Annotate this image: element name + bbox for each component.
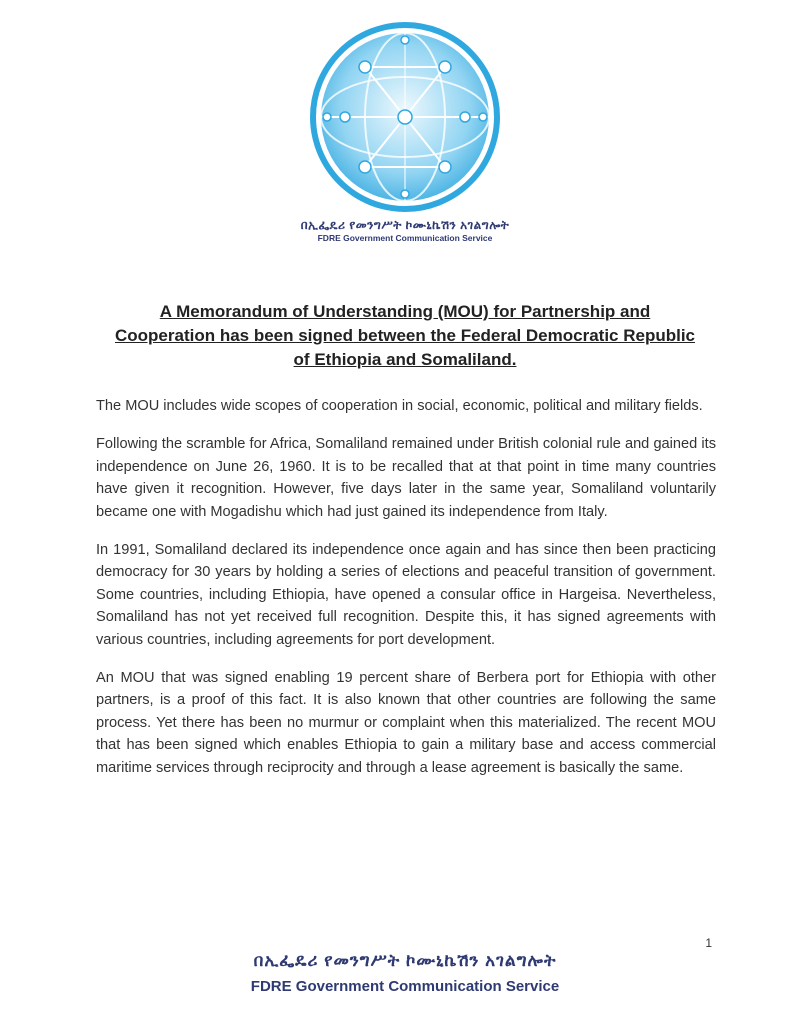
paragraph-2: Following the scramble for Africa, Somaliland remained under British colonial rule and gained its independence on June 26, 1960. It is to be recalled that at that point in time many countries have given it recognition. However, five days later in the same year, Somaliland voluntarily became one with Mogadishu which had just gained its independence from Italy. (96, 436, 716, 520)
fdre-gcs-logo-icon (285, 12, 525, 217)
document-title: A Memorandum of Understanding (MOU) for Partnership and Cooperation has been signed between the Federal Democratic Republic of Ethiopia and Somaliland. (114, 302, 696, 369)
logo-amharic-name: በኢፌዴሪ የመንግሥት ኮሙኒኬሽን አገልግሎት (300, 218, 510, 232)
logo-english-name: FDRE Government Communication Service (317, 233, 493, 243)
paragraph-1: The MOU includes wide scopes of cooperation in social, economic, political and military fields. (96, 398, 703, 414)
paragraph-3: In 1991, Somaliland declared its independence once again and has since then been practicing democracy for 30 years by holding a series of elections and peaceful transition of government. Some countries, including Ethiopia, have opened a consular office in Hargeisa. Nevertheless, Somaliland has not yet received full recognition. Despite this, it has signed agreements with various countries, including agreements for port development. (96, 542, 716, 648)
footer-english-name: FDRE Government Communication Service (250, 978, 560, 995)
paragraph-4: An MOU that was signed enabling 19 percent share of Berbera port for Ethiopia with other partners, is a proof of this fact. It is also known that other countries are following the same process. Yet there has been no murmur or complaint when this materialized. The recent MOU that has been signed which enables Ethiopia to gain a military base and access commercial maritime services through reciprocity and through a lease agreement is basically the same. (96, 670, 716, 776)
document-body (96, 395, 716, 795)
page-number: 1 (705, 936, 712, 950)
footer-amharic-name: በኢፌዴሪ የመንግሥት ኮሙኒኬሽን አገልግሎት (253, 951, 557, 970)
